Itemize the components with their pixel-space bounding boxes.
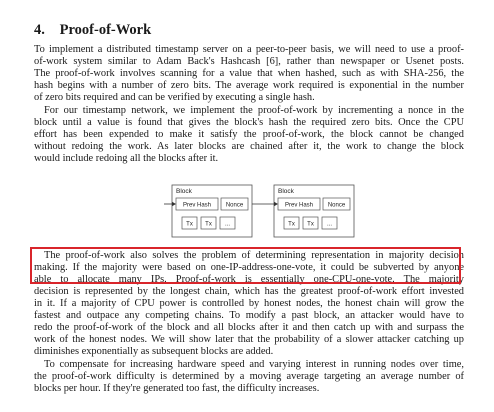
text-line: The proof-of-work also solves the problem of determining representation in majority decision	[44, 250, 464, 261]
block-1	[172, 185, 252, 237]
text-line: The proof-of-work involves scanning for a value that when hashed, such as with SHA-256, the	[34, 68, 464, 79]
block-title: Block	[278, 188, 294, 195]
text-line: fastest and outpace any competing chains. To modify a past block, an attacker would have to	[34, 310, 464, 321]
text-line: of zero bits required and can be verified by executing a single hash.	[34, 92, 315, 103]
tx-label: ...	[224, 221, 231, 228]
text-line: diminishes exponentially as subsequent blocks are added.	[34, 346, 274, 357]
text-line: effort has been expended to make it satisfy the proof-of-work, the block cannot be changed	[34, 129, 464, 140]
nonce-label: Nonce	[225, 202, 244, 209]
tx-label: Tx	[307, 221, 314, 228]
prev-hash-label: Prev Hash	[182, 202, 212, 209]
section-heading	[34, 22, 151, 39]
block-title: Block	[176, 188, 192, 195]
section-number: 4.	[34, 22, 45, 38]
text-line: To implement a distributed timestamp server on a peer-to-peer basis, we will need to use a proof-	[34, 44, 464, 55]
text-line: blocks per hour. If they're generated too fast, the difficulty increases.	[34, 383, 320, 394]
tx-label: Tx	[288, 221, 295, 228]
nonce-label: Nonce	[327, 202, 346, 209]
text-line: work of the honest nodes. We will show later that the probability of a slower attacker catching up	[34, 334, 464, 345]
text-line: would include redoing all the blocks after it.	[34, 153, 219, 164]
text-line: in it. If a majority of CPU power is controlled by honest nodes, the honest chain will grow the	[34, 298, 464, 309]
text-line: hash begins with a number of zero bits. The average work required is exponential in the number	[34, 80, 464, 91]
arrow-block-1-to-block-2	[252, 202, 278, 206]
block-chain-diagram	[164, 183, 364, 241]
tx-label: ...	[326, 221, 333, 228]
tx-label: Tx	[205, 221, 212, 228]
text-line: making. If the majority were based on one-IP-address-one-vote, it could be subverted by anyone	[34, 262, 464, 273]
section-title: Proof-of-Work	[59, 22, 152, 38]
highlight-box	[30, 247, 461, 284]
text-line: the proof-of-work difficulty is determined by a moving average targeting an average number of	[34, 371, 464, 382]
text-line: able to allocate many IPs. Proof-of-work is essentially one-CPU-one-vote. The majority	[34, 274, 464, 285]
text-line: without redoing the work. As later blocks are chained after it, the work to change the block	[34, 141, 464, 152]
text-line: redo the proof-of-work of the block and all blocks after it and then catch up with and surpass the	[34, 322, 464, 333]
text-line: For our timestamp network, we implement the proof-of-work by incrementing a nonce in the	[44, 105, 464, 116]
block-2	[274, 185, 354, 237]
text-line: decision is represented by the longest chain, which has the greatest proof-of-work effort invested	[34, 286, 464, 297]
text-line: To compensate for increasing hardware speed and varying interest in running nodes over time,	[44, 359, 464, 370]
text-line: block until a value is found that gives the block's hash the required zero bits. Once the CPU	[34, 117, 464, 128]
text-line: of-work system similar to Adam Back's Hashcash [6], rather than newspaper or Usenet posts.	[34, 56, 464, 67]
tx-label: Tx	[186, 221, 193, 228]
prev-hash-label: Prev Hash	[284, 202, 314, 209]
